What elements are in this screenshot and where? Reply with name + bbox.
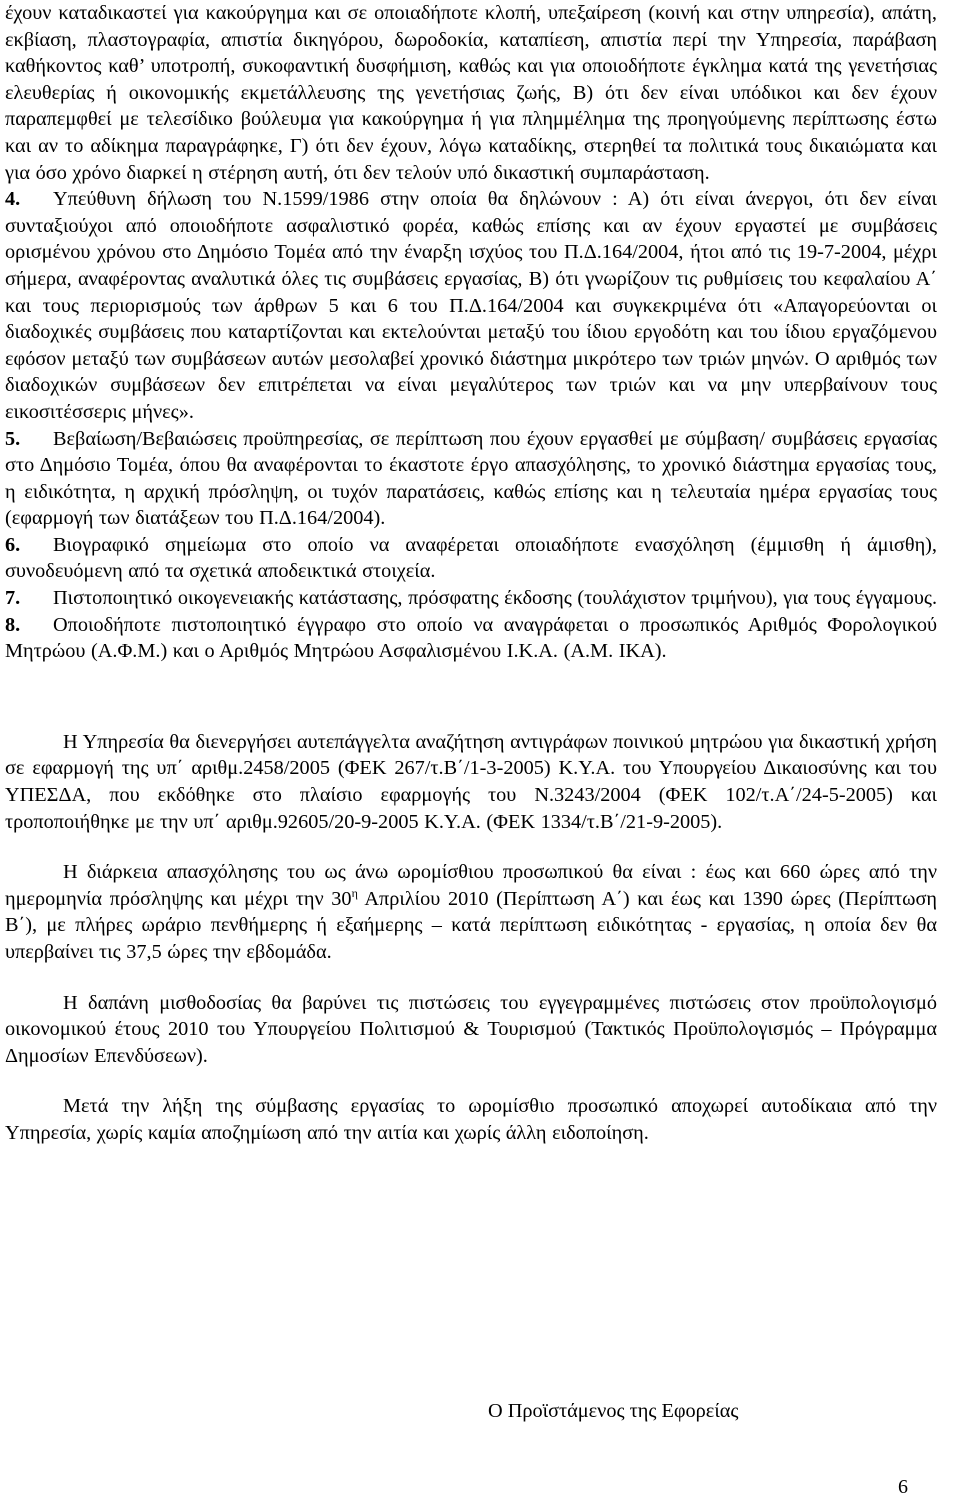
termination-paragraph: Μετά την λήξη της σύμβασης εργασίας το ωρομίσθιο προσωπικό αποχωρεί αυτοδίκαια από την Υπηρεσία, χωρίς καμία αποζημίωση από την αιτία και χωρίς άλλη ειδοποίηση. — [5, 1095, 937, 1144]
list-item-8 — [5, 612, 937, 665]
budget-paragraph: Η δαπάνη μισθοδοσίας θα βαρύνει τις πιστώσεις του εγγεγραμμένες πιστώσεις στον προϋπολογισμό οικονομικού έτους 2010 του Υπουργείου Πολιτισμού & Τουρισμού (Τακτικός Προϋπολογισμός – Πρόγραμμα Δημοσίων Επενδύσεων). — [5, 991, 937, 1067]
item-number: 7. — [5, 587, 21, 610]
list-item-4 — [5, 186, 937, 425]
list-item-7 — [5, 585, 937, 612]
list-item-6 — [5, 532, 937, 585]
item-text: Οποιοδήποτε πιστοποιητικό έγγραφο στο οποίο να αναγράφεται ο προσωπικός Αριθμός Φορολογικού Μητρώου (Α.Φ.Μ.) και ο Αριθμός Μητρώου Ασφαλισμένου Ι.Κ.Α. (Α.Μ. ΙΚΑ). — [5, 613, 937, 663]
item-number: 4. — [5, 188, 21, 211]
item-text: Υπεύθυνη δήλωση του Ν.1599/1986 στην οποία θα δηλώνουν : Α) ότι είναι άνεργοι, ότι δεν είναι συνταξιούχοι από οποιοδήποτε ασφαλιστικό φορέα, καθώς επίσης και αν έχουν εργαστεί με συμβάσεις ορισμένου χρόνου στο Δημόσιο Τομέα από την έναρξη ισχύος του Π.Δ.164/2004, ήτοι από τις 19-7-2004, μέχρι σήμερα, αναφέροντας αναλυτικά όλες τις συμβάσεις εργασίας, Β) ότι γνωρίζουν τις ρυθμίσεις του κεφαλαίου Α΄ και τους περιορισμούς των άρθρων 5 και 6 του Π.Δ.164/2004 και συγκεκριμένα ότι «Απαγορεύονται οι διαδοχικές συμβάσεις που καταρτίζονται και εκτελούνται μεταξύ του ίδιου εργοδότη και του ίδιου εργαζόμενου εφόσον μεταξύ των συμβάσεων αυτών μεσολαβεί χρονικό διάστημα μικρότερο των τριών μηνών. Ο αριθμός των διαδοχικών συμβάσεων δεν επιτρέπεται να είναι μεγαλύτερος των τριών και να μην υπερβαίνουν τους εικοσιτέσσερις μήνες». — [5, 188, 937, 423]
signature-title: Ο Προϊστάμενος της Εφορείας — [488, 1400, 739, 1422]
item-text: Βεβαίωση/Βεβαιώσεις προϋπηρεσίας, σε περίπτωση που έχουν εργασθεί με σύμβαση/ συμβάσεις εργασίας στο Δημόσιο Τομέα, όπου θα αναφέρονται το έκαστοτε έργο απασχόλησης, το χρονικό διάστημα εργασίας τους, η ειδικότητα, η αρχική πρόσληψη, οι τυχόν παρατάσεις, καθώς επίσης και η τελευταία ημέρα εργασίας τους (εφαρμογή των διατάξεων του Π.Δ.164/2004). — [5, 427, 937, 530]
item-number: 6. — [5, 533, 21, 556]
ordinal-superscript: η — [351, 886, 358, 901]
item-number: 5. — [5, 427, 21, 450]
item-text: Πιστοποιητικό οικογενειακής κατάστασης, πρόσφατης έκδοσης (τουλάχιστον τριμήνου), για τους έγγαμους. — [53, 587, 938, 610]
item-text: Βιογραφικό σημείωμα στο οποίο να αναφέρεται οποιαδήποτε ενασχόληση (έμμισθη ή άμισθη), συνοδευόμενη από τα σχετικά αποδεικτικά στοιχεία. — [5, 533, 937, 583]
criminal-record-paragraph: Η Υπηρεσία θα διενεργήσει αυτεπάγγελτα αναζήτηση αντιγράφων ποινικού μητρώου για δικαστική χρήση σε εφαρμογή της υπ΄ αριθμ.2458/2005 (ΦΕΚ 267/τ.Β΄/1-3-2005) Κ.Υ.Α. του Υπουργείου Δικαιοσύνης και του ΥΠΕΣΔΑ, που εκδόθηκε στο πλαίσιο εφαρμογής του Ν.3243/2004 (ΦΕΚ 102/τ.Α΄/24-5-2005) και τροποποιήθηκε με την υπ΄ αριθμ.92605/20-9-2005 Κ.Υ.Α. (ΦΕΚ 1334/τ.Β΄/21-9-2005). — [5, 730, 937, 833]
duration-text-before: Η διάρκεια απασχόλησης του ως άνω ωρομίσθιου προσωπικού θα είναι : έως και 660 ώρες από την ημερομηνία πρόσληψης και μέχρι την 30 — [5, 861, 937, 910]
document-page — [5, 0, 937, 1147]
continuation-paragraph: έχουν καταδικαστεί για κακούργημα και σε οποιαδήποτε κλοπή, υπεξαίρεση (κοινή και στην υπηρεσία), απάτη, εκβίαση, πλαστογραφία, απιστία δικηγόρου, δωροδοκία, καταπίεση, απιστία περί την Υπηρεσία, παράβαση καθήκοντος καθ’ υποτροπή, συκοφαντική δυσφήμιση, καθώς και για οποιοδήποτε έγκλημα κατά της γενετήσιας ελευθερίας ή οικονομικής εκμετάλλευσης της γενετήσιας ζωής, Β) ότι δεν είναι υπόδικοι και δεν έχουν παραπεμφθεί με τελεσίδικο βούλευμα για κακούργημα ή για πλημμέλημα της προηγούμενης περίπτωσης έστω και αν το αδίκημα παραγράφηκε, Γ) ότι δεν έχουν, λόγω καταδίκης, στερηθεί τα πολιτικά τους δικαιώματα και για όσο χρόνο διαρκεί η στέρηση αυτή, ότι δεν τελούν υπό δικαστική συμπαράσταση. — [5, 2, 937, 184]
item-number: 8. — [5, 613, 21, 636]
duration-text-after: Απριλίου 2010 (Περίπτωση Α΄) και έως και 1390 ώρες (Περίπτωση Β΄), με πλήρες ωράριο πενθήμερης ή εξαήμερης – κατά περίπτωση ειδικότητας - εργασίας, η οποία δεν θα υπερβαίνει τις 37,5 ώρες την εβδομάδα. — [5, 887, 938, 963]
list-item-5 — [5, 426, 937, 532]
page-number: 6 — [898, 1476, 908, 1498]
duration-paragraph — [5, 859, 937, 965]
